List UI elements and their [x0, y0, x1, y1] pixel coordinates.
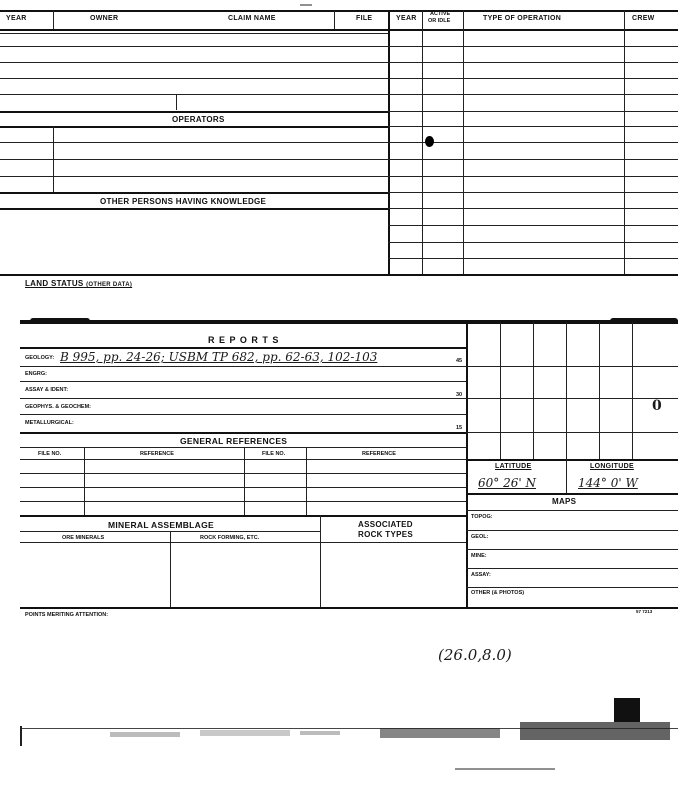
header-crew: CREW	[632, 15, 655, 22]
report-geophys-label: GEOPHYS. & GEOCHEM:	[25, 404, 92, 410]
report-metallurgical-label: METALLURGICAL:	[25, 420, 74, 426]
ore-minerals-header: ORE MINERALS	[62, 535, 105, 541]
land-status-label: LAND STATUS (OTHER DATA)	[25, 279, 133, 288]
coordinate-note: (26.0,8.0)	[438, 646, 512, 664]
longitude-value: 144° 0' W	[578, 476, 638, 490]
header-year-right: YEAR	[396, 15, 417, 22]
rock-forming-header: ROCK FORMING, ETC.	[200, 535, 260, 541]
points-meriting-attention: POINTS MERITING ATTENTION:	[25, 612, 109, 618]
operators-label: OPERATORS	[172, 115, 225, 124]
header-year: YEAR	[6, 15, 27, 22]
associated-rock-types-1: ASSOCIATED	[358, 520, 413, 529]
associated-rock-types-2: ROCK TYPES	[358, 530, 414, 539]
maps-title: MAPS	[552, 497, 577, 506]
report-metallurgical-num: 15	[456, 425, 463, 431]
grid-mark: 0	[652, 398, 662, 414]
latitude-label: LATITUDE	[495, 463, 532, 470]
header-file: FILE	[356, 15, 373, 22]
report-engrg-label: ENGRG:	[25, 371, 47, 377]
black-square	[614, 698, 640, 722]
longitude-label: LONGITUDE	[590, 463, 634, 470]
report-assay-label: ASSAY & IDENT:	[25, 387, 69, 393]
gr-col-file-no: FILE NO.	[38, 451, 62, 457]
report-geology-label: GEOLOGY:	[25, 355, 55, 361]
header-claim-name: CLAIM NAME	[228, 15, 276, 22]
gr-col-file-no-2: FILE NO.	[262, 451, 286, 457]
header-owner: OWNER	[90, 15, 119, 22]
report-assay-num: 30	[456, 392, 463, 398]
maps-topog: TOPOG:	[471, 514, 493, 520]
other-persons-label: OTHER PERSONS HAVING KNOWLEDGE	[100, 197, 267, 206]
maps-other: OTHER (& PHOTOS)	[471, 590, 525, 596]
maps-geol: GEOL:	[471, 534, 489, 540]
report-geology-value: B 995, pp. 24-26; USBM TP 682, pp. 62-63, 102-103	[60, 350, 378, 364]
mineral-assemblage-title: MINERAL ASSEMBLAGE	[108, 520, 214, 530]
maps-mine: MINE:	[471, 553, 487, 559]
report-geology-num: 45	[456, 358, 463, 364]
general-references-title: GENERAL REFERENCES	[180, 436, 288, 446]
gr-col-reference-2: REFERENCE	[362, 451, 396, 457]
header-type-of-operation: TYPE OF OPERATION	[483, 15, 562, 22]
gr-col-reference: REFERENCE	[140, 451, 174, 457]
header-or-idle: OR IDLE	[428, 18, 451, 24]
reports-title: R E P O R T S	[208, 335, 280, 345]
ink-blot	[425, 136, 434, 147]
header-active: ACTIVE	[430, 11, 451, 17]
maps-assay: ASSAY:	[471, 572, 491, 578]
latitude-value: 60° 26' N	[478, 476, 536, 490]
form-number: 57 7213	[636, 609, 653, 614]
